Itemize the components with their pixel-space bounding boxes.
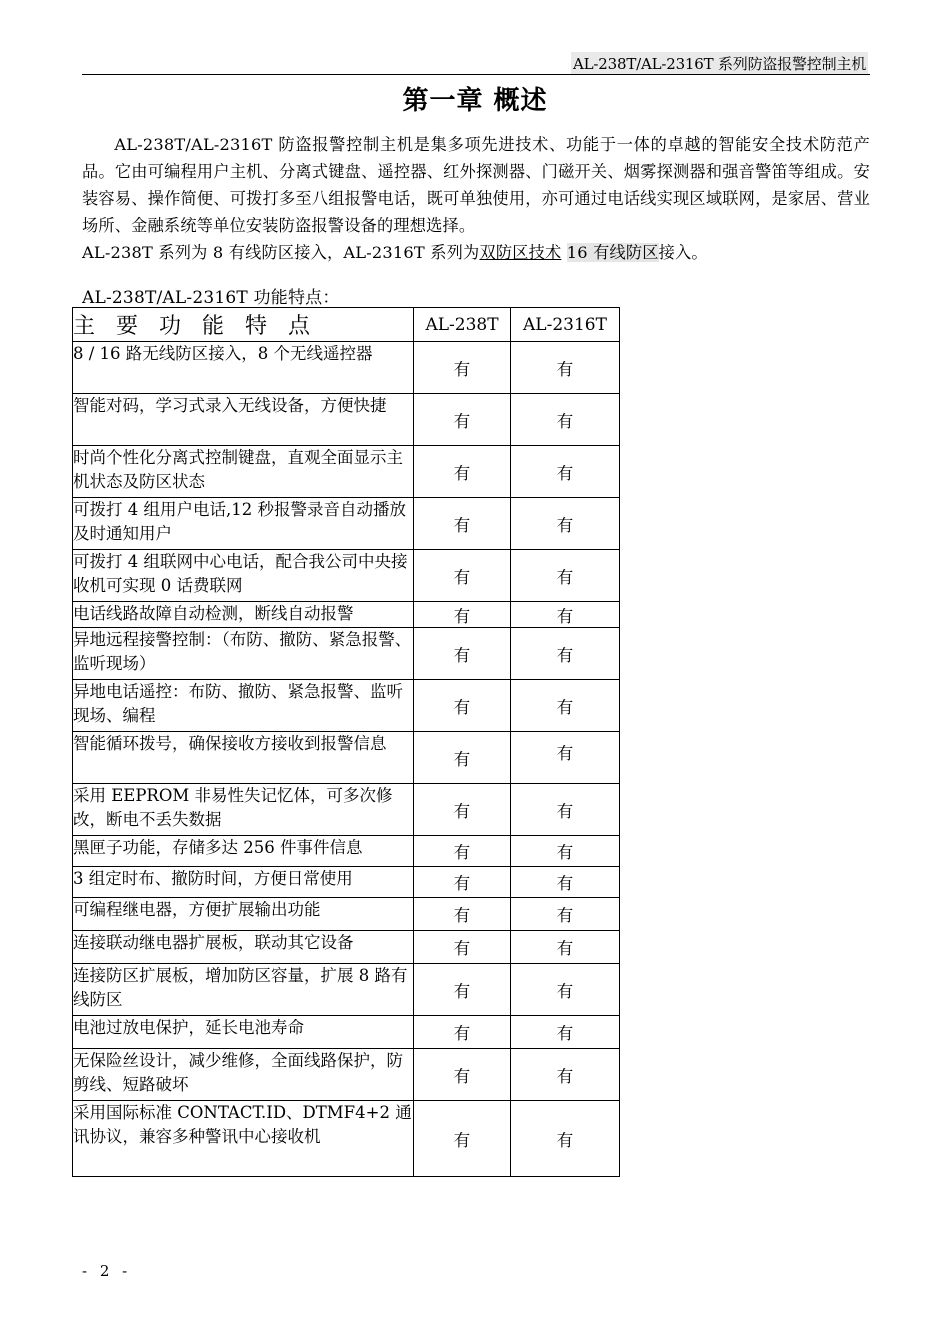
al238t-cell: 有 <box>414 602 511 628</box>
table-row <box>73 732 620 784</box>
al2316t-cell: 有 <box>511 394 620 446</box>
chapter-title: 第一章 概述 <box>402 86 548 116</box>
running-header: AL-238T/AL-2316T 系列防盗报警控制主机 <box>571 52 868 75</box>
al2316t-cell: 有 <box>511 550 620 602</box>
al238t-cell: 有 <box>414 394 511 446</box>
table-row <box>73 867 620 898</box>
table-row <box>73 628 620 680</box>
al238t-cell: 有 <box>414 836 511 867</box>
table-row <box>73 931 620 964</box>
al238t-cell: 有 <box>414 784 511 836</box>
table-row <box>73 394 620 446</box>
feature-cell: 8 / 16 路无线防区接入，8 个无线遥控器 <box>73 342 414 394</box>
features-label: AL-238T/AL-2316T 功能特点： <box>82 288 340 308</box>
sixteen-zone-text: 16 有线防区 <box>566 243 659 262</box>
al238t-cell: 有 <box>414 680 511 732</box>
al238t-cell: 有 <box>414 867 511 898</box>
table-row <box>73 836 620 867</box>
al2316t-cell: 有 <box>511 931 620 964</box>
al238t-cell: 有 <box>414 1101 511 1177</box>
features-table <box>72 307 620 1177</box>
intro-paragraph-2 <box>82 239 870 266</box>
al2316t-cell: 有 <box>511 342 620 394</box>
al2316t-cell: 有 <box>511 784 620 836</box>
table-row <box>73 1016 620 1049</box>
feature-cell: 可拨打 4 组联网中心电话，配合我公司中央接收机可实现 0 话费联网 <box>73 550 414 602</box>
header-feature: 主要功能特点 <box>73 308 414 342</box>
table-row <box>73 446 620 498</box>
feature-cell: 时尚个性化分离式控制键盘，直观全面显示主机状态及防区状态 <box>73 446 414 498</box>
al2316t-cell: 有 <box>511 1101 620 1177</box>
feature-cell: 黑匣子功能，存储多达 256 件事件信息 <box>73 836 414 867</box>
feature-cell: 智能对码，学习式录入无线设备，方便快捷 <box>73 394 414 446</box>
feature-cell: 连接防区扩展板，增加防区容量，扩展 8 路有线防区 <box>73 964 414 1016</box>
table-row <box>73 550 620 602</box>
al238t-cell: 有 <box>414 550 511 602</box>
al238t-cell: 有 <box>414 498 511 550</box>
feature-cell: 无保险丝设计，减少维修，全面线路保护，防剪线、短路破坏 <box>73 1049 414 1101</box>
table-row <box>73 964 620 1016</box>
al2316t-cell: 有 <box>511 964 620 1016</box>
al2316t-cell: 有 <box>511 732 620 784</box>
al2316t-cell: 有 <box>511 602 620 628</box>
feature-cell: 可拨打 4 组用户电话,12 秒报警录音自动播放及时通知用户 <box>73 498 414 550</box>
feature-cell: 3 组定时布、撤防时间，方便日常使用 <box>73 867 414 898</box>
al2316t-cell: 有 <box>511 1049 620 1101</box>
dual-zone-tech-text: 双防区技术 <box>479 243 562 262</box>
al238t-cell: 有 <box>414 931 511 964</box>
al2316t-cell: 有 <box>511 628 620 680</box>
table-row <box>73 342 620 394</box>
al238t-cell: 有 <box>414 342 511 394</box>
features-header-row <box>73 308 620 342</box>
al238t-cell: 有 <box>414 628 511 680</box>
feature-cell: 智能循环拨号，确保接收方接收到报警信息 <box>73 732 414 784</box>
header-model-al238t: AL-238T <box>414 308 511 342</box>
table-row <box>73 1101 620 1177</box>
al2316t-cell: 有 <box>511 867 620 898</box>
al2316t-cell: 有 <box>511 898 620 931</box>
al238t-cell: 有 <box>414 446 511 498</box>
table-row <box>73 784 620 836</box>
intro-p2-space <box>561 243 566 262</box>
feature-cell: 采用 EEPROM 非易性失记忆体，可多次修改，断电不丢失数据 <box>73 784 414 836</box>
intro-text <box>82 131 870 266</box>
feature-cell: 采用国际标准 CONTACT.ID、DTMF4+2 通讯协议，兼容多种警讯中心接收机 <box>73 1101 414 1177</box>
feature-cell: 连接联动继电器扩展板，联动其它设备 <box>73 931 414 964</box>
header-model-al2316t: AL-2316T <box>511 308 620 342</box>
intro-paragraph-1: AL-238T/AL-2316T 防盗报警控制主机是集多项先进技术、功能于一体的卓越的智能安全技术防范产品。它由可编程用户主机、分离式键盘、遥控器、红外探测器、门磁开关、烟雾探测器和强音警笛等组成。安装容易、操作简便、可拨打多至八组报警电话，既可单独使用，亦可通过电话线实现区域联网，是家居、营业场所、金融系统等单位安装防盗报警设备的理想选择。 <box>82 135 870 235</box>
al238t-cell: 有 <box>414 964 511 1016</box>
table-row <box>73 680 620 732</box>
feature-cell: 可编程继电器，方便扩展输出功能 <box>73 898 414 931</box>
al238t-cell: 有 <box>414 898 511 931</box>
intro-p2-text: AL-238T 系列为 8 有线防区接入，AL-2316T 系列为 <box>82 243 480 262</box>
al238t-cell: 有 <box>414 1049 511 1101</box>
table-row <box>73 498 620 550</box>
al2316t-cell: 有 <box>511 680 620 732</box>
header-divider <box>82 74 870 75</box>
al2316t-cell: 有 <box>511 836 620 867</box>
feature-cell: 电话线路故障自动检测，断线自动报警 <box>73 602 414 628</box>
table-row <box>73 898 620 931</box>
al238t-cell: 有 <box>414 1016 511 1049</box>
intro-p2-end: 接入。 <box>658 243 708 262</box>
al2316t-cell: 有 <box>511 498 620 550</box>
page-number: - 2 - <box>82 1262 132 1280</box>
feature-cell: 异地远程接警控制：（布防、撤防、紧急报警、监听现场） <box>73 628 414 680</box>
al238t-cell: 有 <box>414 732 511 784</box>
al2316t-cell: 有 <box>511 446 620 498</box>
al2316t-cell: 有 <box>511 1016 620 1049</box>
feature-cell: 电池过放电保护，延长电池寿命 <box>73 1016 414 1049</box>
table-row <box>73 602 620 628</box>
feature-cell: 异地电话遥控：布防、撤防、紧急报警、监听现场、编程 <box>73 680 414 732</box>
table-row <box>73 1049 620 1101</box>
